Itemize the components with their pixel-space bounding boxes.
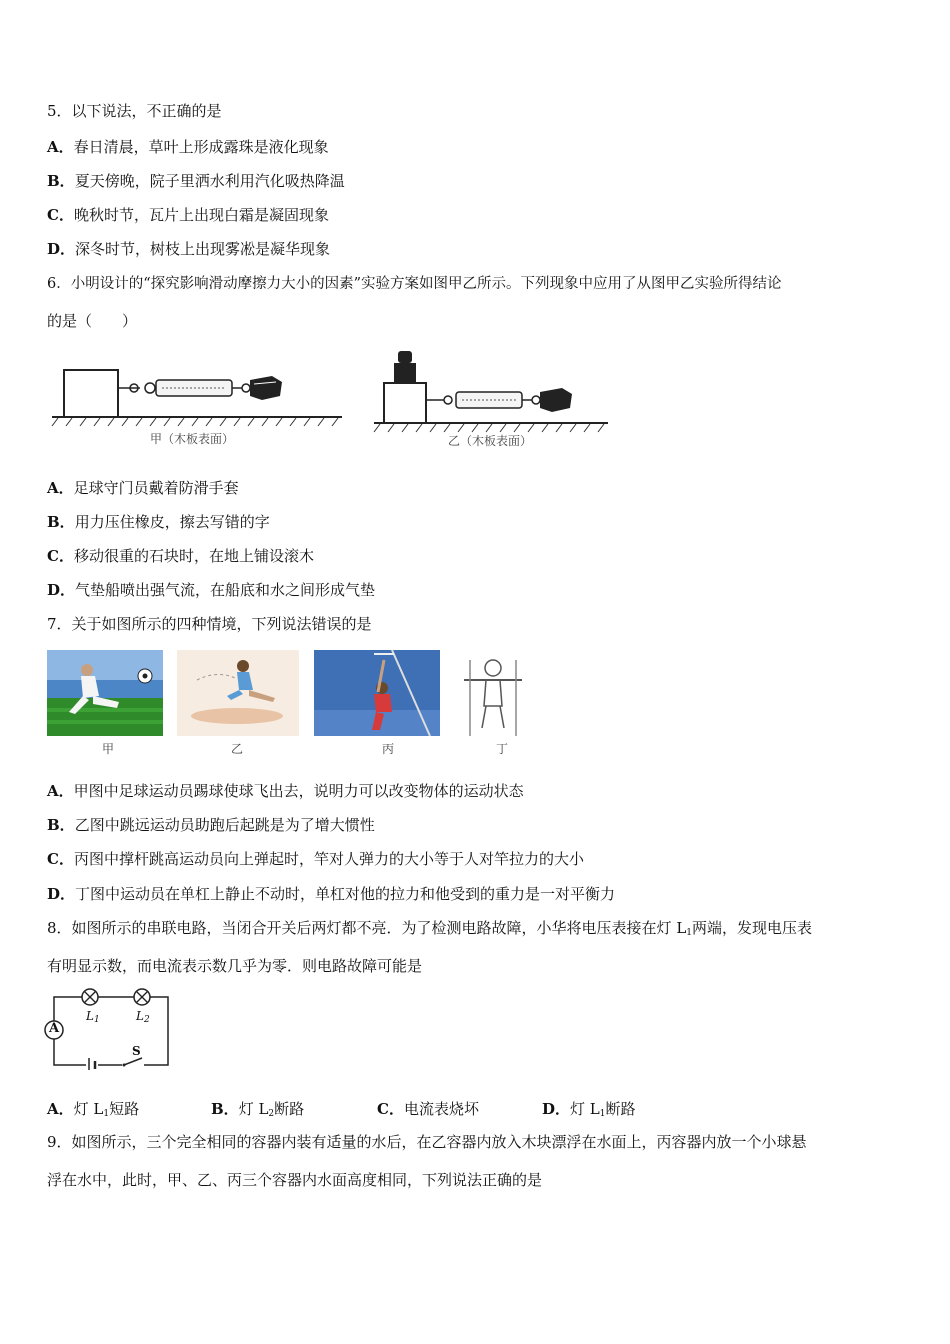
option-text: 夏天傍晚，院子里洒水利用汽化吸热降温: [74, 172, 345, 190]
option-label: D．: [47, 581, 76, 599]
option-subscript: 2: [268, 1109, 275, 1119]
q6-stem-line1: 6．小明设计的“探究影响滑动摩擦力大小的因素”实验方案如图甲乙所示。下列现象中应用了从图甲乙实验所得结论: [47, 276, 782, 292]
option-text: 用力压住橡皮，擦去写错的字: [74, 513, 270, 531]
series-circuit-diagram: [42, 986, 174, 1070]
long-jump-image: [177, 650, 299, 736]
lamp1-letter: L: [86, 1009, 94, 1023]
lamp2-label: [136, 1009, 150, 1025]
q8-options-row: [47, 1098, 907, 1120]
option-text-b: 短路: [109, 1100, 140, 1118]
q6-option-b: [47, 512, 270, 532]
caption-jia: 甲（木板表面）: [150, 432, 235, 446]
lamp1-subscript: 1: [93, 1015, 100, 1025]
option-subscript: 1: [599, 1109, 606, 1119]
option-label: C．: [47, 547, 74, 565]
q7-option-d: [47, 884, 615, 904]
option-text-a: 灯 L: [238, 1100, 269, 1118]
option-label: C．: [47, 206, 74, 224]
option-text-b: 断路: [605, 1100, 636, 1118]
q7-option-a: [47, 781, 524, 801]
lamp2-letter: L: [136, 1009, 144, 1023]
q5-option-d: [47, 239, 330, 259]
q9-stem-line2: 浮在水中，此时，甲、乙、丙三个容器内水面高度相同，下列说法正确的是: [47, 1171, 543, 1189]
q7-option-b: [47, 815, 375, 835]
q6-option-d: [47, 580, 375, 600]
q8-stem-line1: [47, 918, 812, 943]
option-label: D．: [47, 885, 76, 903]
option-label: D．: [47, 240, 76, 258]
q7-option-c: [47, 849, 584, 869]
q5-option-b: [47, 171, 345, 191]
q9-stem-line1: 9．如图所示，三个完全相同的容器内装有适量的水后，在乙容器内放入木块漂浮在水面上，丙容器内放一个小球悬: [47, 1133, 807, 1151]
q5-option-c: [47, 205, 329, 225]
q6-option-a: [47, 478, 239, 498]
option-text-a: 电流表烧坏: [403, 1100, 479, 1118]
friction-figure-jia: [50, 358, 350, 433]
caption-bing-q7: 丙: [382, 742, 395, 756]
caption-jia-q7: 甲: [102, 742, 115, 756]
option-text: 丙图中撑杆跳高运动员向上弹起时，竿对人弹力的大小等于人对竿拉力的大小: [73, 850, 584, 868]
q6-option-c: [47, 546, 314, 566]
option-text: 气垫船喷出强气流，在船底和水之间形成气垫: [75, 581, 376, 599]
option-label: C．: [377, 1100, 404, 1118]
friction-figure-yi: [372, 345, 612, 435]
option-subscript: 1: [103, 1109, 110, 1119]
option-text: 甲图中足球运动员踢球使球飞出去，说明力可以改变物体的运动状态: [73, 782, 524, 800]
option-text: 晚秋时节，瓦片上出现白霜是凝固现象: [73, 206, 329, 224]
q8-stem-text-a: 8．如图所示的串联电路，当闭合开关后两灯都不亮．为了检测电路故障，小华将电压表接在灯 L: [47, 919, 687, 937]
q8-option-b: [211, 1098, 304, 1119]
option-label: A．: [47, 782, 74, 800]
option-label: A．: [47, 479, 74, 497]
q8-stem-line2: 有明显示数，而电流表示数几乎为零．则电路故障可能是: [47, 957, 423, 975]
switch-label: S: [132, 1044, 141, 1058]
option-label: B．: [47, 816, 75, 834]
horizontal-bar-image: [458, 650, 528, 736]
option-label: D．: [542, 1100, 571, 1118]
q5-option-a: [47, 137, 329, 157]
q8-stem-subscript: 1: [686, 928, 693, 938]
caption-yi: 乙（木板表面）: [448, 434, 533, 448]
ammeter-label: A: [49, 1021, 60, 1036]
lamp2-subscript: 2: [143, 1015, 150, 1025]
q8-option-d: [542, 1098, 636, 1119]
option-text: 乙图中跳远运动员助跑后起跳是为了增大惯性: [74, 816, 375, 834]
pole-vault-image: [314, 650, 440, 736]
option-label: B．: [211, 1100, 239, 1118]
q8-option-c: [377, 1098, 479, 1119]
option-text: 移动很重的石块时，在地上铺设滚木: [73, 547, 314, 565]
q8-option-a: [47, 1098, 139, 1119]
q8-stem-text-b: 两端，发现电压表: [692, 919, 813, 937]
option-text-b: 断路: [274, 1100, 305, 1118]
option-label: A．: [47, 1100, 74, 1118]
option-text: 足球守门员戴着防滑手套: [73, 479, 239, 497]
caption-ding-q7: 丁: [496, 742, 509, 756]
option-text: 丁图中运动员在单杠上静止不动时，单杠对他的拉力和他受到的重力是一对平衡力: [75, 885, 616, 903]
soccer-player-image: [47, 650, 163, 736]
q7-stem: 7．关于如图所示的四种情境，下列说法错误的是: [47, 615, 372, 633]
option-text-a: 灯 L: [570, 1100, 600, 1118]
option-text-a: 灯 L: [73, 1100, 104, 1118]
option-label: B．: [47, 172, 75, 190]
circuit-wiring: [42, 986, 174, 1070]
option-text: 春日清晨，草叶上形成露珠是液化现象: [73, 138, 329, 156]
option-label: A．: [47, 138, 74, 156]
option-label: B．: [47, 513, 75, 531]
q5-stem: 5．以下说法，不正确的是: [47, 102, 222, 120]
option-label: C．: [47, 850, 74, 868]
q6-stem-line2: 的是（ ）: [47, 312, 138, 330]
caption-yi-q7: 乙: [231, 742, 244, 756]
option-text: 深冬时节，树枝上出现雾凇是凝华现象: [75, 240, 331, 258]
lamp1-label: [86, 1009, 100, 1025]
